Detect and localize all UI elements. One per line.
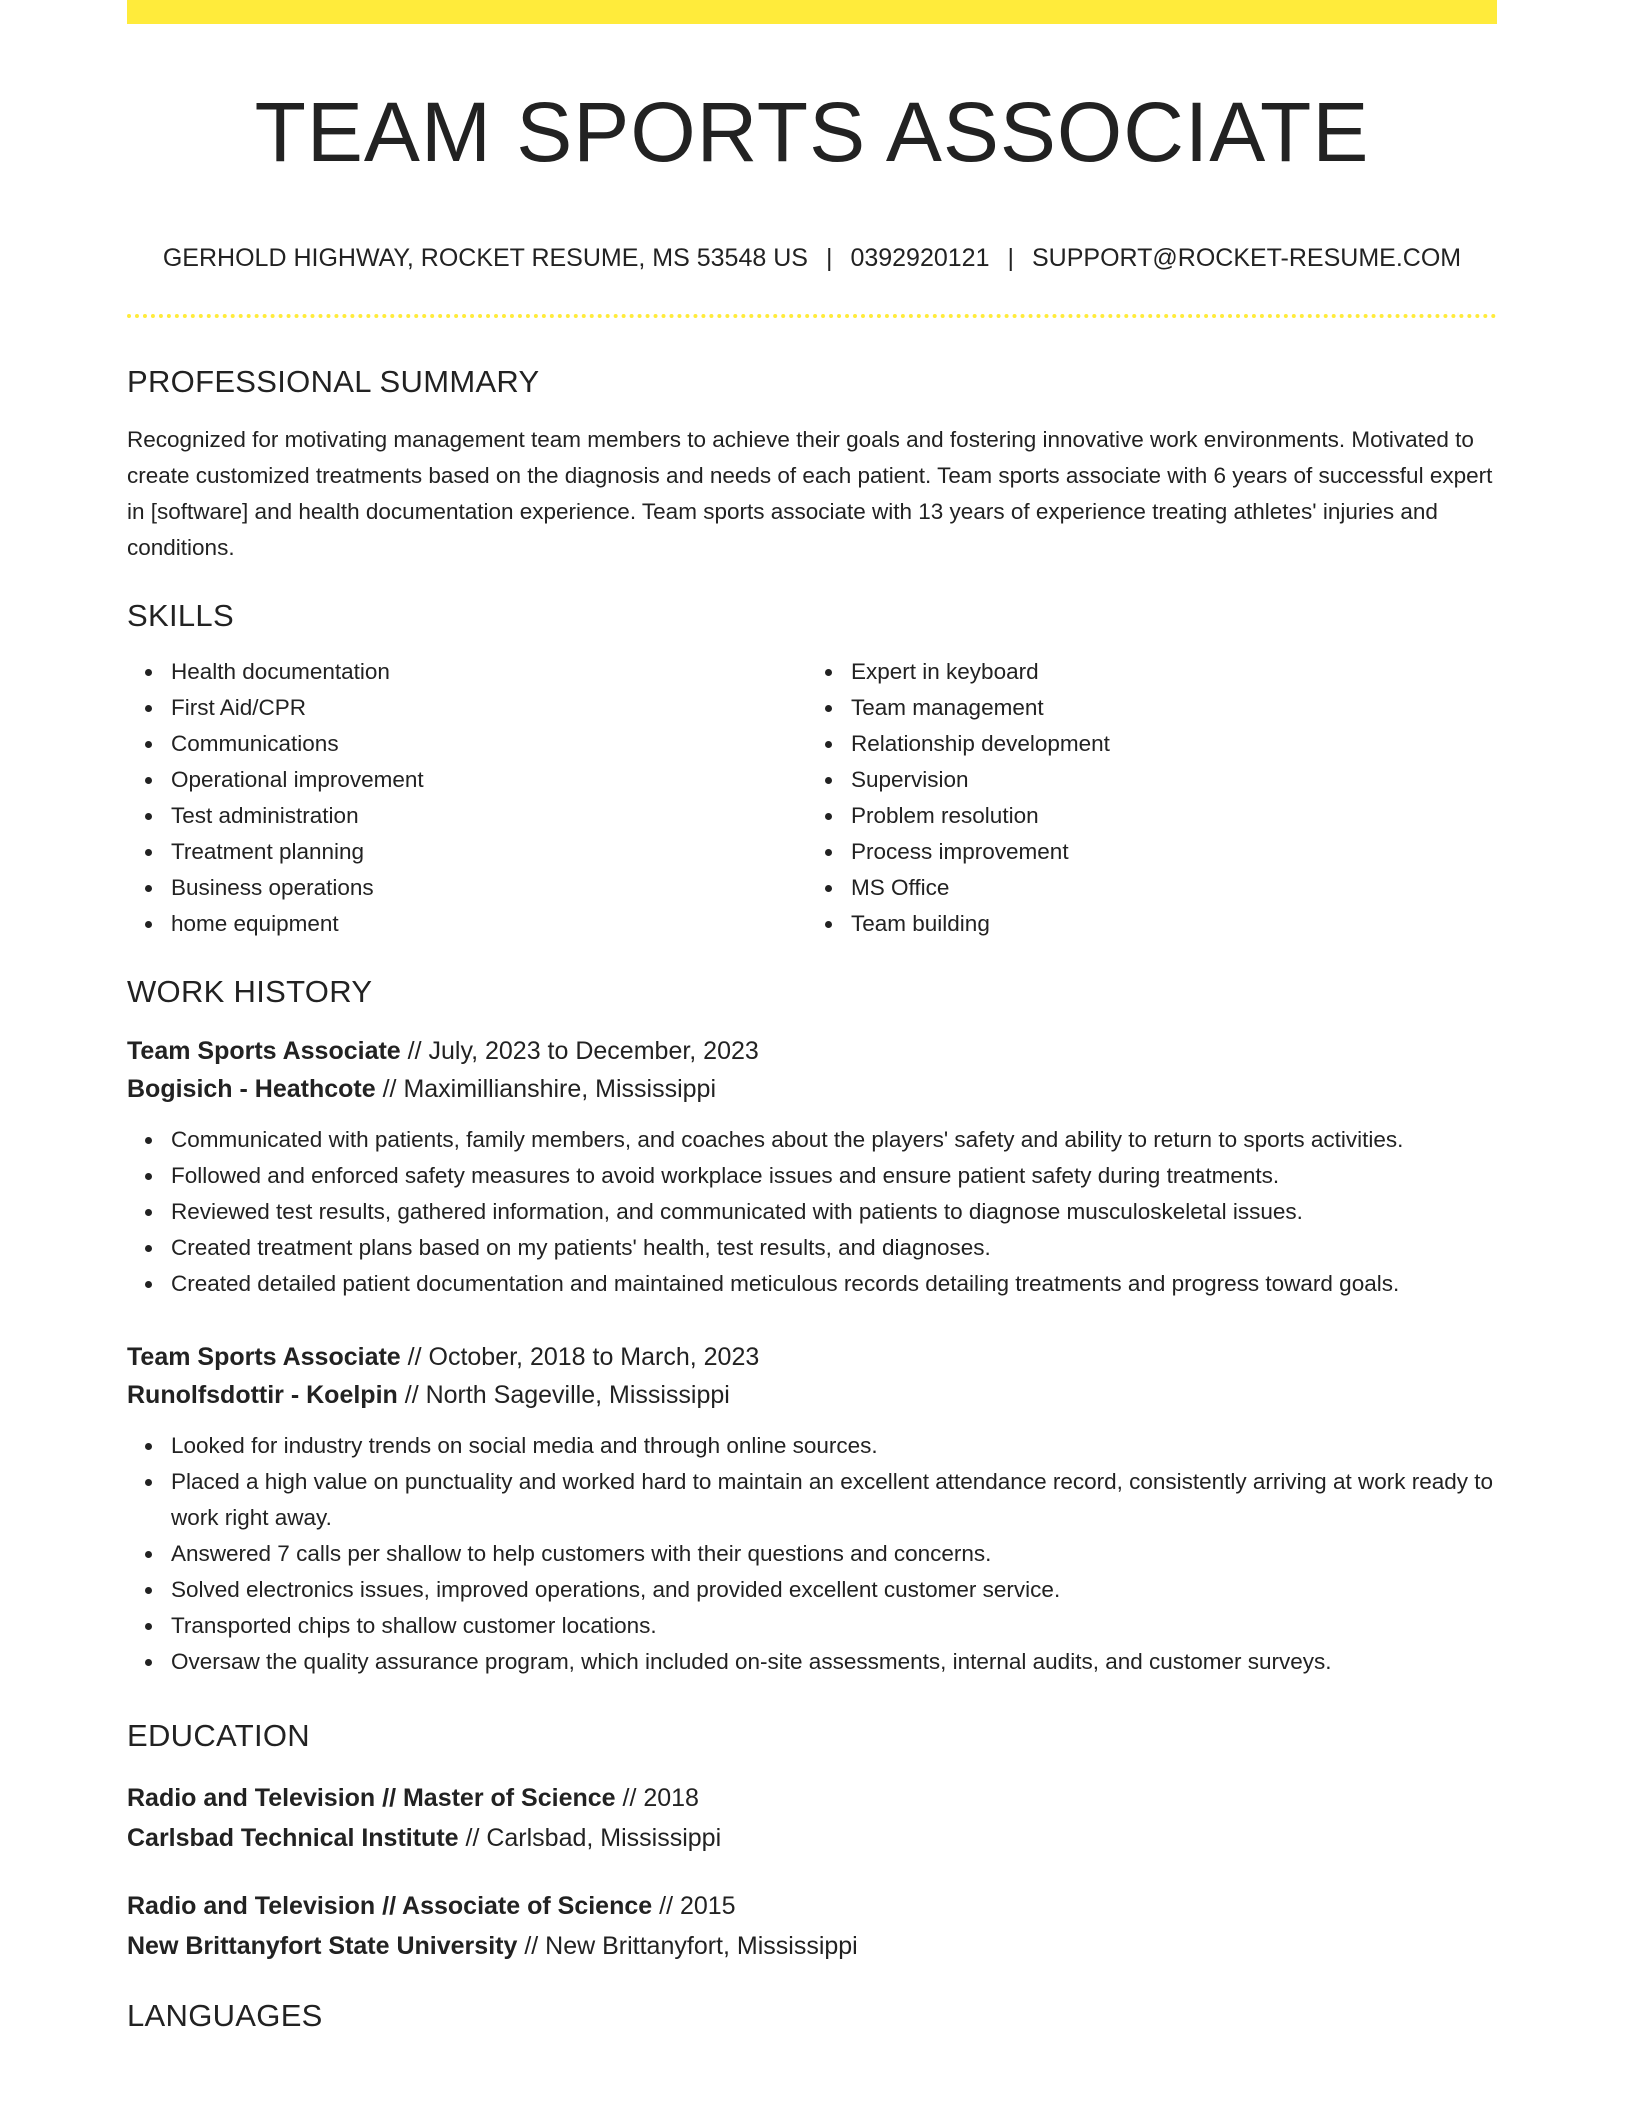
education-entry [127,1886,1497,1966]
skill-item: Team building [851,906,1481,942]
job-role: Team Sports Associate [127,1343,401,1371]
education-school-line [127,1926,1497,1966]
skills-left-list [127,654,801,942]
skill-item: Health documentation [171,654,801,690]
education-degree: Radio and Television // Associate of Science [127,1892,653,1920]
skill-item: Operational improvement [171,762,801,798]
skill-item: MS Office [851,870,1481,906]
job-bullet: Created detailed patient documentation and maintained meticulous records detailing treatments and progress toward goals. [171,1266,1497,1302]
skills-columns [127,654,1497,942]
skill-item: Problem resolution [851,798,1481,834]
education-location: // Carlsbad, Mississippi [458,1824,722,1852]
job-entry [127,1338,1497,1680]
job-entry [127,1032,1497,1302]
education-school: Carlsbad Technical Institute [127,1824,459,1852]
skill-item: Supervision [851,762,1481,798]
education-location: // New Brittanyfort, Mississippi [517,1932,858,1960]
job-bullet: Communicated with patients, family members, and coaches about the players' safety and ability to return to sports activities. [171,1122,1497,1158]
job-bullet: Solved electronics issues, improved operations, and provided excellent customer service. [171,1572,1497,1608]
skill-item: Communications [171,726,801,762]
skill-item: Team management [851,690,1481,726]
education-entry [127,1778,1497,1858]
skill-item: Process improvement [851,834,1481,870]
skill-item: First Aid/CPR [171,690,801,726]
skills-right-list [801,654,1481,942]
summary-text: Recognized for motivating management team members to achieve their goals and fostering innovative work environments. Motivated to create customized treatments based on the diagnosis and needs of each patient. Team sports associate with 6 years of successful expert in [software] and health documentation experience. Team sports associate with 13 years of experience treating athletes' injuries and conditions. [127,427,1493,560]
job-bullet: Placed a high value on punctuality and worked hard to maintain an excellent attendance record, consistently arriving at work ready to work right away. [171,1464,1497,1536]
contact-email[interactable]: SUPPORT@ROCKET-RESUME.COM [1031,244,1462,272]
job-company: Runolfsdottir - Koelpin [127,1381,398,1409]
education-heading: EDUCATION [127,1718,310,1753]
summary-heading: PROFESSIONAL SUMMARY [127,364,540,399]
job-location: // Maximillianshire, Mississippi [375,1075,717,1103]
job-dates: // October, 2018 to March, 2023 [400,1343,760,1371]
top-accent-bar [127,0,1497,24]
dotted-divider [127,314,1497,318]
languages-heading: LANGUAGES [127,1998,323,2033]
resume-title: TEAM SPORTS ASSOCIATE [254,85,1370,179]
skill-item: Treatment planning [171,834,801,870]
job-company-line [127,1376,1497,1414]
work-history-heading: WORK HISTORY [127,974,373,1009]
job-role: Team Sports Associate [127,1037,401,1065]
contact-address: GERHOLD HIGHWAY, ROCKET RESUME, MS 53548 US [162,244,808,272]
contact-separator: | [825,244,833,272]
skill-item: Expert in keyboard [851,654,1481,690]
job-bullets [127,1428,1497,1680]
skill-item: Business operations [171,870,801,906]
skill-item: home equipment [171,906,801,942]
resume-page [127,0,1497,2036]
job-bullet: Followed and enforced safety measures to avoid workplace issues and ensure patient safety during treatments. [171,1158,1497,1194]
education-year: // 2018 [615,1784,699,1812]
job-bullet: Looked for industry trends on social media and through online sources. [171,1428,1497,1464]
job-company-line [127,1070,1497,1108]
skills-heading: SKILLS [127,598,234,633]
job-bullet: Oversaw the quality assurance program, which included on-site assessments, internal audits, and customer surveys. [171,1644,1497,1680]
job-bullet: Reviewed test results, gathered information, and communicated with patients to diagnose musculoskeletal issues. [171,1194,1497,1230]
contact-line [127,242,1497,274]
job-bullet: Transported chips to shallow customer locations. [171,1608,1497,1644]
contact-phone[interactable]: 0392920121 [850,244,990,272]
skill-item: Relationship development [851,726,1481,762]
education-year: // 2015 [652,1892,736,1920]
education-degree-line [127,1778,1497,1818]
job-bullets [127,1122,1497,1302]
job-role-line [127,1338,1497,1376]
education-degree: Radio and Television // Master of Science [127,1784,616,1812]
job-dates: // July, 2023 to December, 2023 [400,1037,759,1065]
job-company: Bogisich - Heathcote [127,1075,376,1103]
job-role-line [127,1032,1497,1070]
job-bullet: Created treatment plans based on my patients' health, test results, and diagnoses. [171,1230,1497,1266]
education-degree-line [127,1886,1497,1926]
contact-separator: | [1007,244,1014,272]
skill-item: Test administration [171,798,801,834]
job-location: // North Sageville, Mississippi [397,1381,730,1409]
education-school: New Brittanyfort State University [127,1932,518,1960]
education-school-line [127,1818,1497,1858]
job-bullet: Answered 7 calls per shallow to help customers with their questions and concerns. [171,1536,1497,1572]
